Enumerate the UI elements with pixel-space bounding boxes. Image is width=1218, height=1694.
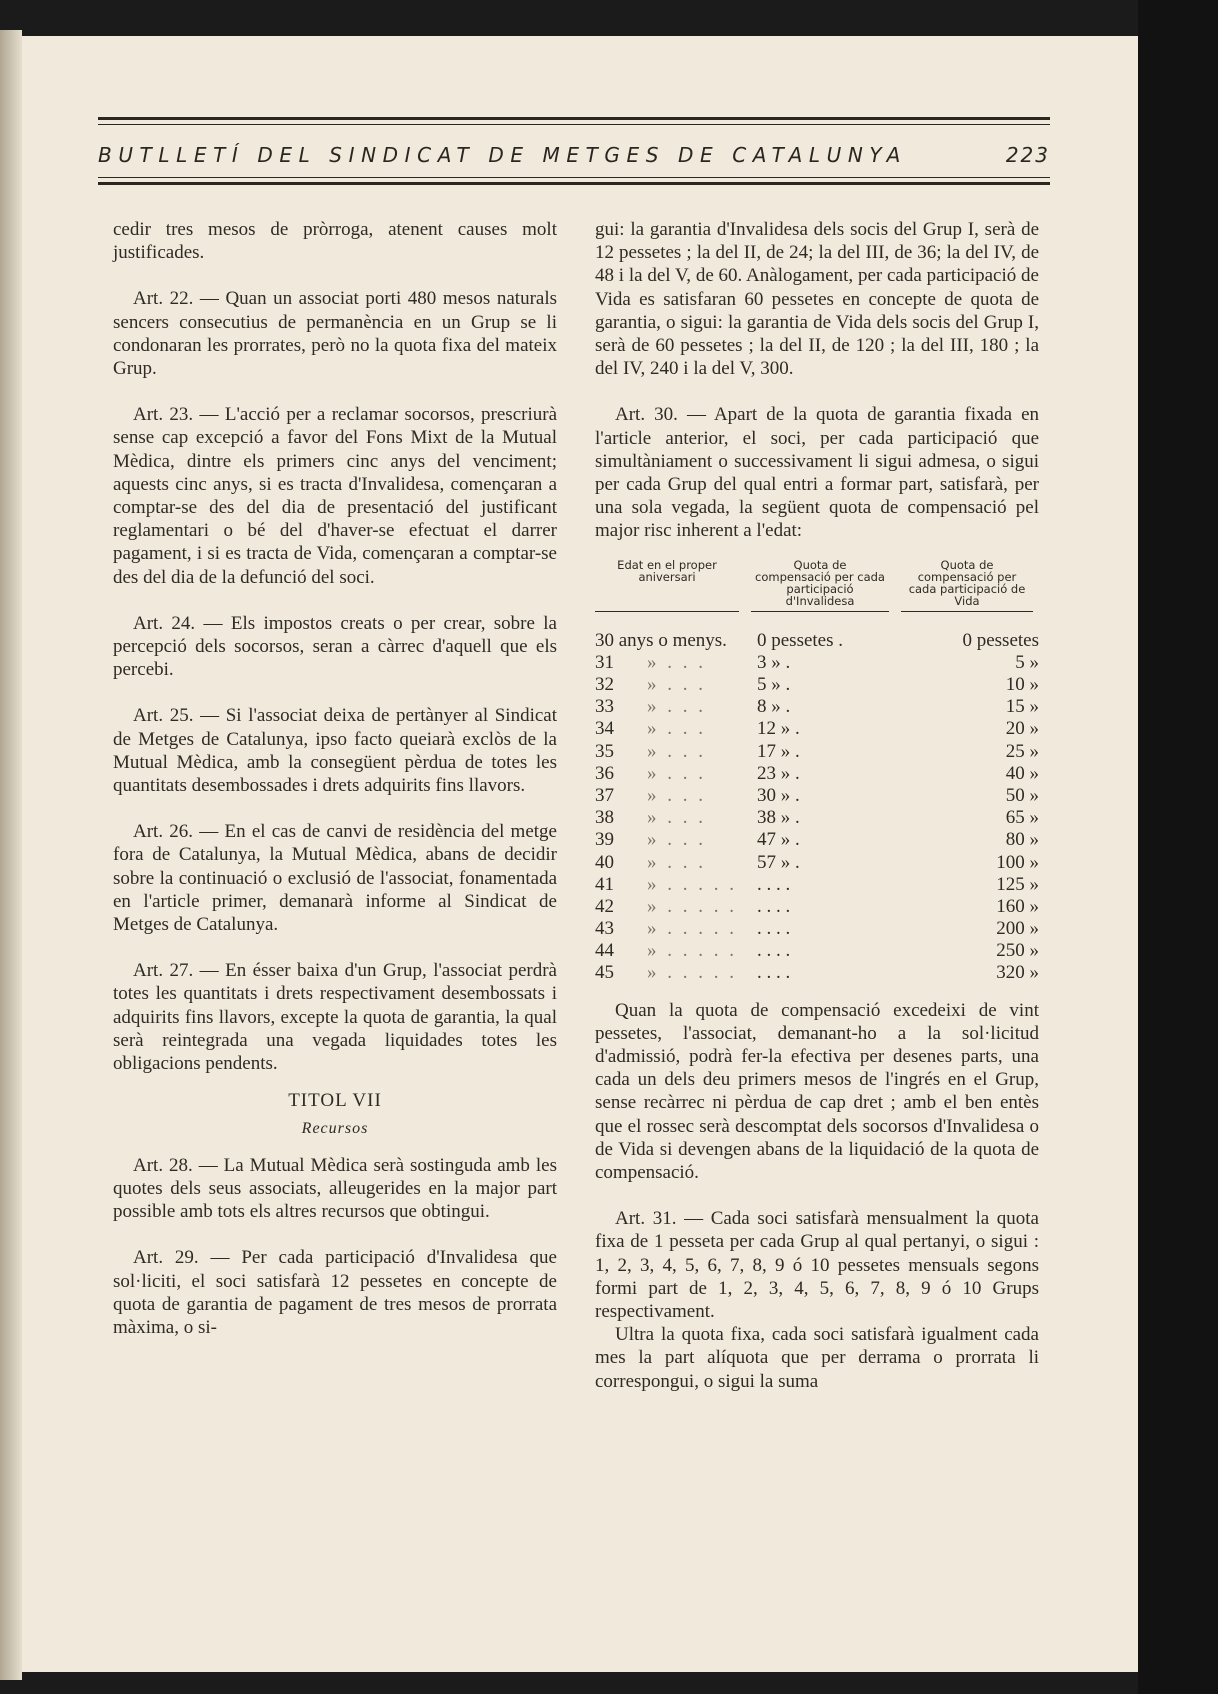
table-cell-inv: . . . . (757, 962, 791, 984)
table-header-cell: Quota de compensació per cada participació de Vida (901, 559, 1033, 612)
article-22: Art. 22. — Quan un associat porti 480 mesos naturals sencers consecutius de permanència en un Grup se li condonaran les prorrates, però no la quota fixa del mateix Grup. (113, 288, 557, 380)
table-cell-inv: 12 » . (757, 718, 800, 740)
table-cell-dots: » . . . (647, 784, 706, 806)
journal-title: BUTLLETÍ DEL SINDICAT DE METGES DE CATALUNYA (98, 143, 907, 167)
table-cell-dots: » . . . (647, 718, 706, 740)
article-24: Art. 24. — Els impostos creats o per crear, sobre la percepció dels socorsos, seran a càrrec d'aquell que els percebi. (113, 612, 557, 681)
table-cell-age: 44 (595, 940, 614, 962)
table-cell-age: 35 (595, 740, 614, 762)
table-row (595, 718, 1039, 740)
table-cell-age: 42 (595, 895, 614, 917)
article-28: Art. 28. — La Mutual Mèdica serà sostinguda amb les quotes dels seus associats, alleugerides en la major part possible amb tots els altres recursos que obtingui. (113, 1154, 557, 1223)
table-cell-vida: 15 » (1005, 696, 1039, 718)
table-cell-dots: » . . . . . (647, 962, 737, 984)
table-cell-inv: 30 » . (757, 784, 800, 806)
table-cell-dots: » . . . (647, 829, 706, 851)
table-row (595, 807, 1039, 829)
table-cell-vida: 50 » (1005, 784, 1039, 806)
table-cell-dots: » . . . (647, 674, 706, 696)
table-cell-vida: 250 » (996, 940, 1039, 962)
paragraph: Quan la quota de compensació excedeixi de vint pessetes, l'associat, demanant-ho a la sol·licitud d'admissió, podrà fer-la efectiva per desenes parts, una cada un dels deu primers mesos de l'ingrés en el Grup, sense recàrrec ni pèrdua de cap dret ; amb el ben entès que el rossec serà descomptat dels socorsos d'Invalidesa o de Vida si devengen abans de la liquidació de la quota de compensació. (595, 999, 1039, 1184)
table-cell-dots: » . . . (647, 740, 706, 762)
page-edge (0, 30, 22, 1680)
article-30: Art. 30. — Apart de la quota de garantia fixada en l'article anterior, el soci, per cada participació que simultàniament o successivament li sigui admesa, o sigui per cada Grup del qual entri a formar part, satisfarà, per una sola vegada, la següent quota de compensació pel major risc inherent a l'edat: (595, 404, 1039, 542)
table-cell-inv: 8 » . (757, 696, 791, 718)
table-cell-age: 36 (595, 762, 614, 784)
table-row (595, 962, 1039, 984)
table-cell-inv: . . . . (757, 940, 791, 962)
table-cell-dots: » . . . (647, 807, 706, 829)
table-cell-age: 38 (595, 807, 614, 829)
table-cell-dots: » . . . . . (647, 895, 737, 917)
section-title: TITOL VII (288, 1090, 382, 1112)
table-row (595, 674, 1039, 696)
table-cell-vida: 25 » (1005, 740, 1039, 762)
table-cell-age: 40 (595, 851, 614, 873)
table-cell-vida: 5 » (1015, 651, 1039, 673)
paragraph: gui: la garantia d'Invalidesa dels socis del Grup I, serà de 12 pessetes ; la del II, de 24; la del III, de 36; la del IV, de 48 i la del V, de 60. Anàlogament, per cada participació de Vida es satisfaran 60 pessetes en concepte de quota de garantia, o sigui: la garantia de Vida dels socis del Grup I, serà de 60 pessetes ; la del II, de 120 ; la del III, 180 ; la del IV, 240 i la del V, 300. (595, 219, 1039, 380)
table-cell-inv: 57 » . (757, 851, 800, 873)
article-31: Art. 31. — Cada soci satisfarà mensualment la quota fixa de 1 pesseta per cada Grup al qual pertanyi, o sigui : 1, 2, 3, 4, 5, 6, 7, 8, 9 ó 10 pessetes mensuals segons formi part de 1, 2, 3, 4, 5, 6, 7, 8, 9 ó 10 Grups respectivament. (595, 1208, 1039, 1323)
table-cell-vida: 40 » (1005, 762, 1039, 784)
table-cell-vida: 10 » (1005, 674, 1039, 696)
table-row (595, 785, 1039, 807)
table-header-cell: Quota de compensació per cada participació d'Invalidesa (751, 559, 889, 612)
right-column (595, 218, 1039, 1393)
table-cell-age: 30 anys o menys. (595, 629, 727, 651)
table-cell-vida: 125 » (996, 873, 1039, 895)
table-row (595, 630, 1039, 652)
scan-background (1138, 0, 1218, 1694)
table-row (595, 763, 1039, 785)
header-rule-top-thin (98, 124, 1050, 125)
table-cell-age: 39 (595, 829, 614, 851)
table-cell-vida: 160 » (996, 895, 1039, 917)
table-row (595, 874, 1039, 896)
table-cell-dots: » . . . (647, 851, 706, 873)
table-cell-inv: 0 pessetes . (757, 629, 844, 651)
table-cell-inv: . . . . (757, 895, 791, 917)
paragraph: Ultra la quota fixa, cada soci satisfarà igualment cada mes la part alíquota que per derrama o prorrata li correspongui, o sigui la suma (595, 1324, 1039, 1392)
table-cell-dots: » . . . . . (647, 940, 737, 962)
section-subtitle: Recursos (301, 1119, 369, 1137)
table-cell-age: 32 (595, 674, 614, 696)
table-cell-age: 34 (595, 718, 614, 740)
paragraph: cedir tres mesos de pròrroga, atenent causes molt justificades. (113, 219, 557, 264)
table-cell-vida: 320 » (996, 962, 1039, 984)
table-header (595, 559, 1039, 612)
table-cell-vida: 200 » (996, 918, 1039, 940)
table-cell-inv: 17 » . (757, 740, 800, 762)
article-23: Art. 23. — L'acció per a reclamar socorsos, prescriurà sense cap excepció a favor del Fons Mixt de la Mutual Mèdica, dintre els primers cinc anys del venciment; aquests cinc anys, si es tracta d'Invalidesa, començaran a comptar-se des del dia de presentació del justificant reglamentari o bé del d'haver-se efectuat el darrer pagament, i si es tracta de Vida, començaran a comptar-se des del dia de la defunció del soci. (113, 404, 557, 588)
left-column (113, 218, 557, 1339)
table-row (595, 940, 1039, 962)
table-header-cell: Edat en el proper aniversari (595, 559, 739, 612)
table-cell-age: 31 (595, 651, 614, 673)
table-cell-vida: 0 pessetes (962, 629, 1039, 651)
article-27: Art. 27. — En ésser baixa d'un Grup, l'associat perdrà totes les quantitats i drets respectivament desembossats i adquirits fins llavors, excepte la quota de garantia, la qual serà reintegrada una vegada liquidades totes les obligacions pendents. (113, 960, 557, 1075)
table-cell-inv: 23 » . (757, 762, 800, 784)
table-cell-age: 43 (595, 918, 614, 940)
table-cell-dots: » . . . . . (647, 918, 737, 940)
table-row (595, 741, 1039, 763)
table-cell-dots: » . . . . . (647, 873, 737, 895)
table-cell-inv: 3 » . (757, 651, 791, 673)
table-row (595, 696, 1039, 718)
page-number: 223 (1005, 143, 1050, 167)
table-cell-dots: » . . . (647, 762, 706, 784)
table-row (595, 918, 1039, 940)
article-29: Art. 29. — Per cada participació d'Invalidesa que sol·liciti, el soci satisfarà 12 pessetes en concepte de quota de garantia de pagament de tres mesos de prorrata màxima, o si- (113, 1247, 557, 1338)
table-row (595, 896, 1039, 918)
table-cell-dots: » . . . (647, 696, 706, 718)
table-cell-inv: 5 » . (757, 674, 791, 696)
article-25: Art. 25. — Si l'associat deixa de pertànyer al Sindicat de Metges de Catalunya, ipso facto queiarà exclòs de la Mutual Mèdica, amb la consegüent pèrdua de totes les quantitats desembossades i drets adquirits fins llavors. (113, 705, 557, 797)
header-rule-bottom-thin (98, 177, 1050, 178)
table-cell-age: 33 (595, 696, 614, 718)
table-cell-inv: . . . . (757, 918, 791, 940)
table-row (595, 852, 1039, 874)
table-cell-vida: 80 » (1005, 829, 1039, 851)
table-cell-inv: 47 » . (757, 829, 800, 851)
table-cell-vida: 100 » (996, 851, 1039, 873)
table-cell-inv: . . . . (757, 873, 791, 895)
table-cell-inv: 38 » . (757, 807, 800, 829)
table-cell-age: 41 (595, 873, 614, 895)
table-cell-age: 37 (595, 784, 614, 806)
table-cell-vida: 65 » (1005, 807, 1039, 829)
article-26: Art. 26. — En el cas de canvi de residència del metge fora de Catalunya, la Mutual Mèdica, abans de decidir sobre la continuació o exclusió de l'associat, fonamentada en l'article primer, demanarà informe al Sindicat de Metges de Catalunya. (113, 821, 557, 936)
table-cell-age: 45 (595, 962, 614, 984)
table-row (595, 652, 1039, 674)
header-rule-bottom (98, 182, 1050, 185)
table-cell-dots: » . . . (647, 651, 706, 673)
running-header (98, 138, 1050, 172)
compensation-table (595, 630, 1039, 985)
table-row (595, 829, 1039, 851)
table-cell-vida: 20 » (1005, 718, 1039, 740)
header-rule-top (98, 117, 1050, 120)
